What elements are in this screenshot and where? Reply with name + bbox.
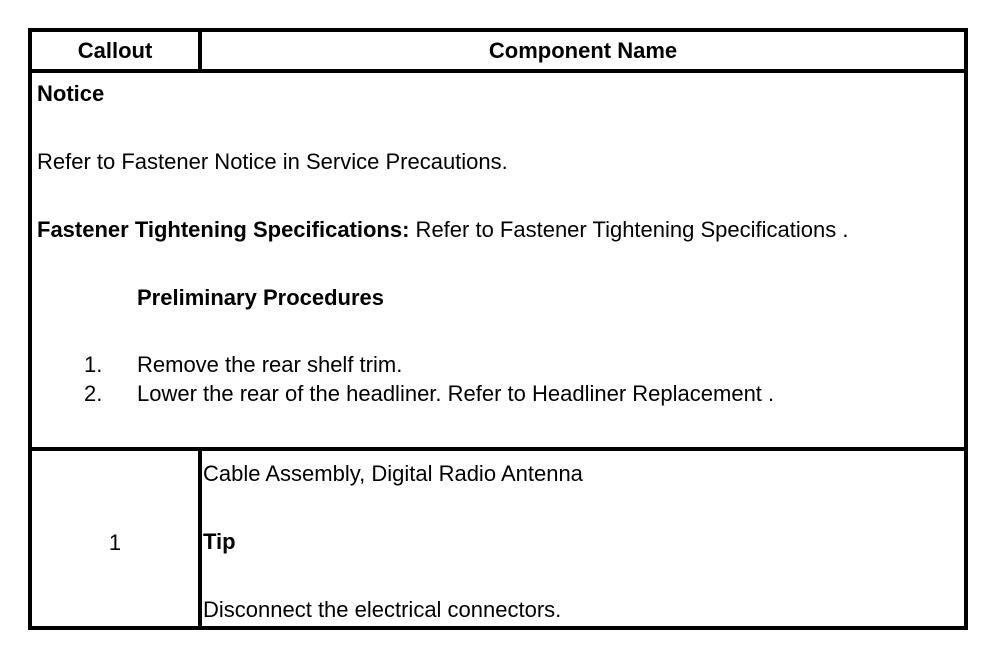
fastener-spec-label: Fastener Tightening Specifications: bbox=[37, 217, 410, 242]
header-rule bbox=[32, 69, 964, 73]
component-table bbox=[28, 28, 968, 630]
fastener-spec-text: Refer to Fastener Tightening Specifications . bbox=[409, 217, 849, 242]
notice-text: Refer to Fastener Notice in Service Precautions. bbox=[37, 149, 508, 174]
row-component-name: Cable Assembly, Digital Radio Antenna bbox=[203, 461, 583, 486]
header-divider bbox=[198, 32, 202, 69]
step-number: 1. bbox=[84, 352, 103, 377]
preliminary-procedures-title: Preliminary Procedures bbox=[137, 285, 385, 310]
step-number: 2. bbox=[84, 381, 103, 406]
tip-text: Disconnect the electrical connectors. bbox=[203, 597, 562, 622]
row-callout: 1 bbox=[108, 530, 122, 555]
step-text: Remove the rear shelf trim. bbox=[137, 352, 403, 377]
fastener-spec-line bbox=[37, 217, 848, 243]
step-text: Lower the rear of the headliner. Refer to Headliner Replacement . bbox=[137, 381, 775, 406]
header-callout: Callout bbox=[77, 38, 153, 63]
row-divider bbox=[198, 451, 202, 626]
tip-label: Tip bbox=[203, 529, 236, 554]
notice-title: Notice bbox=[37, 81, 105, 106]
header-component-name: Component Name bbox=[488, 38, 678, 63]
notice-rule bbox=[32, 447, 964, 451]
